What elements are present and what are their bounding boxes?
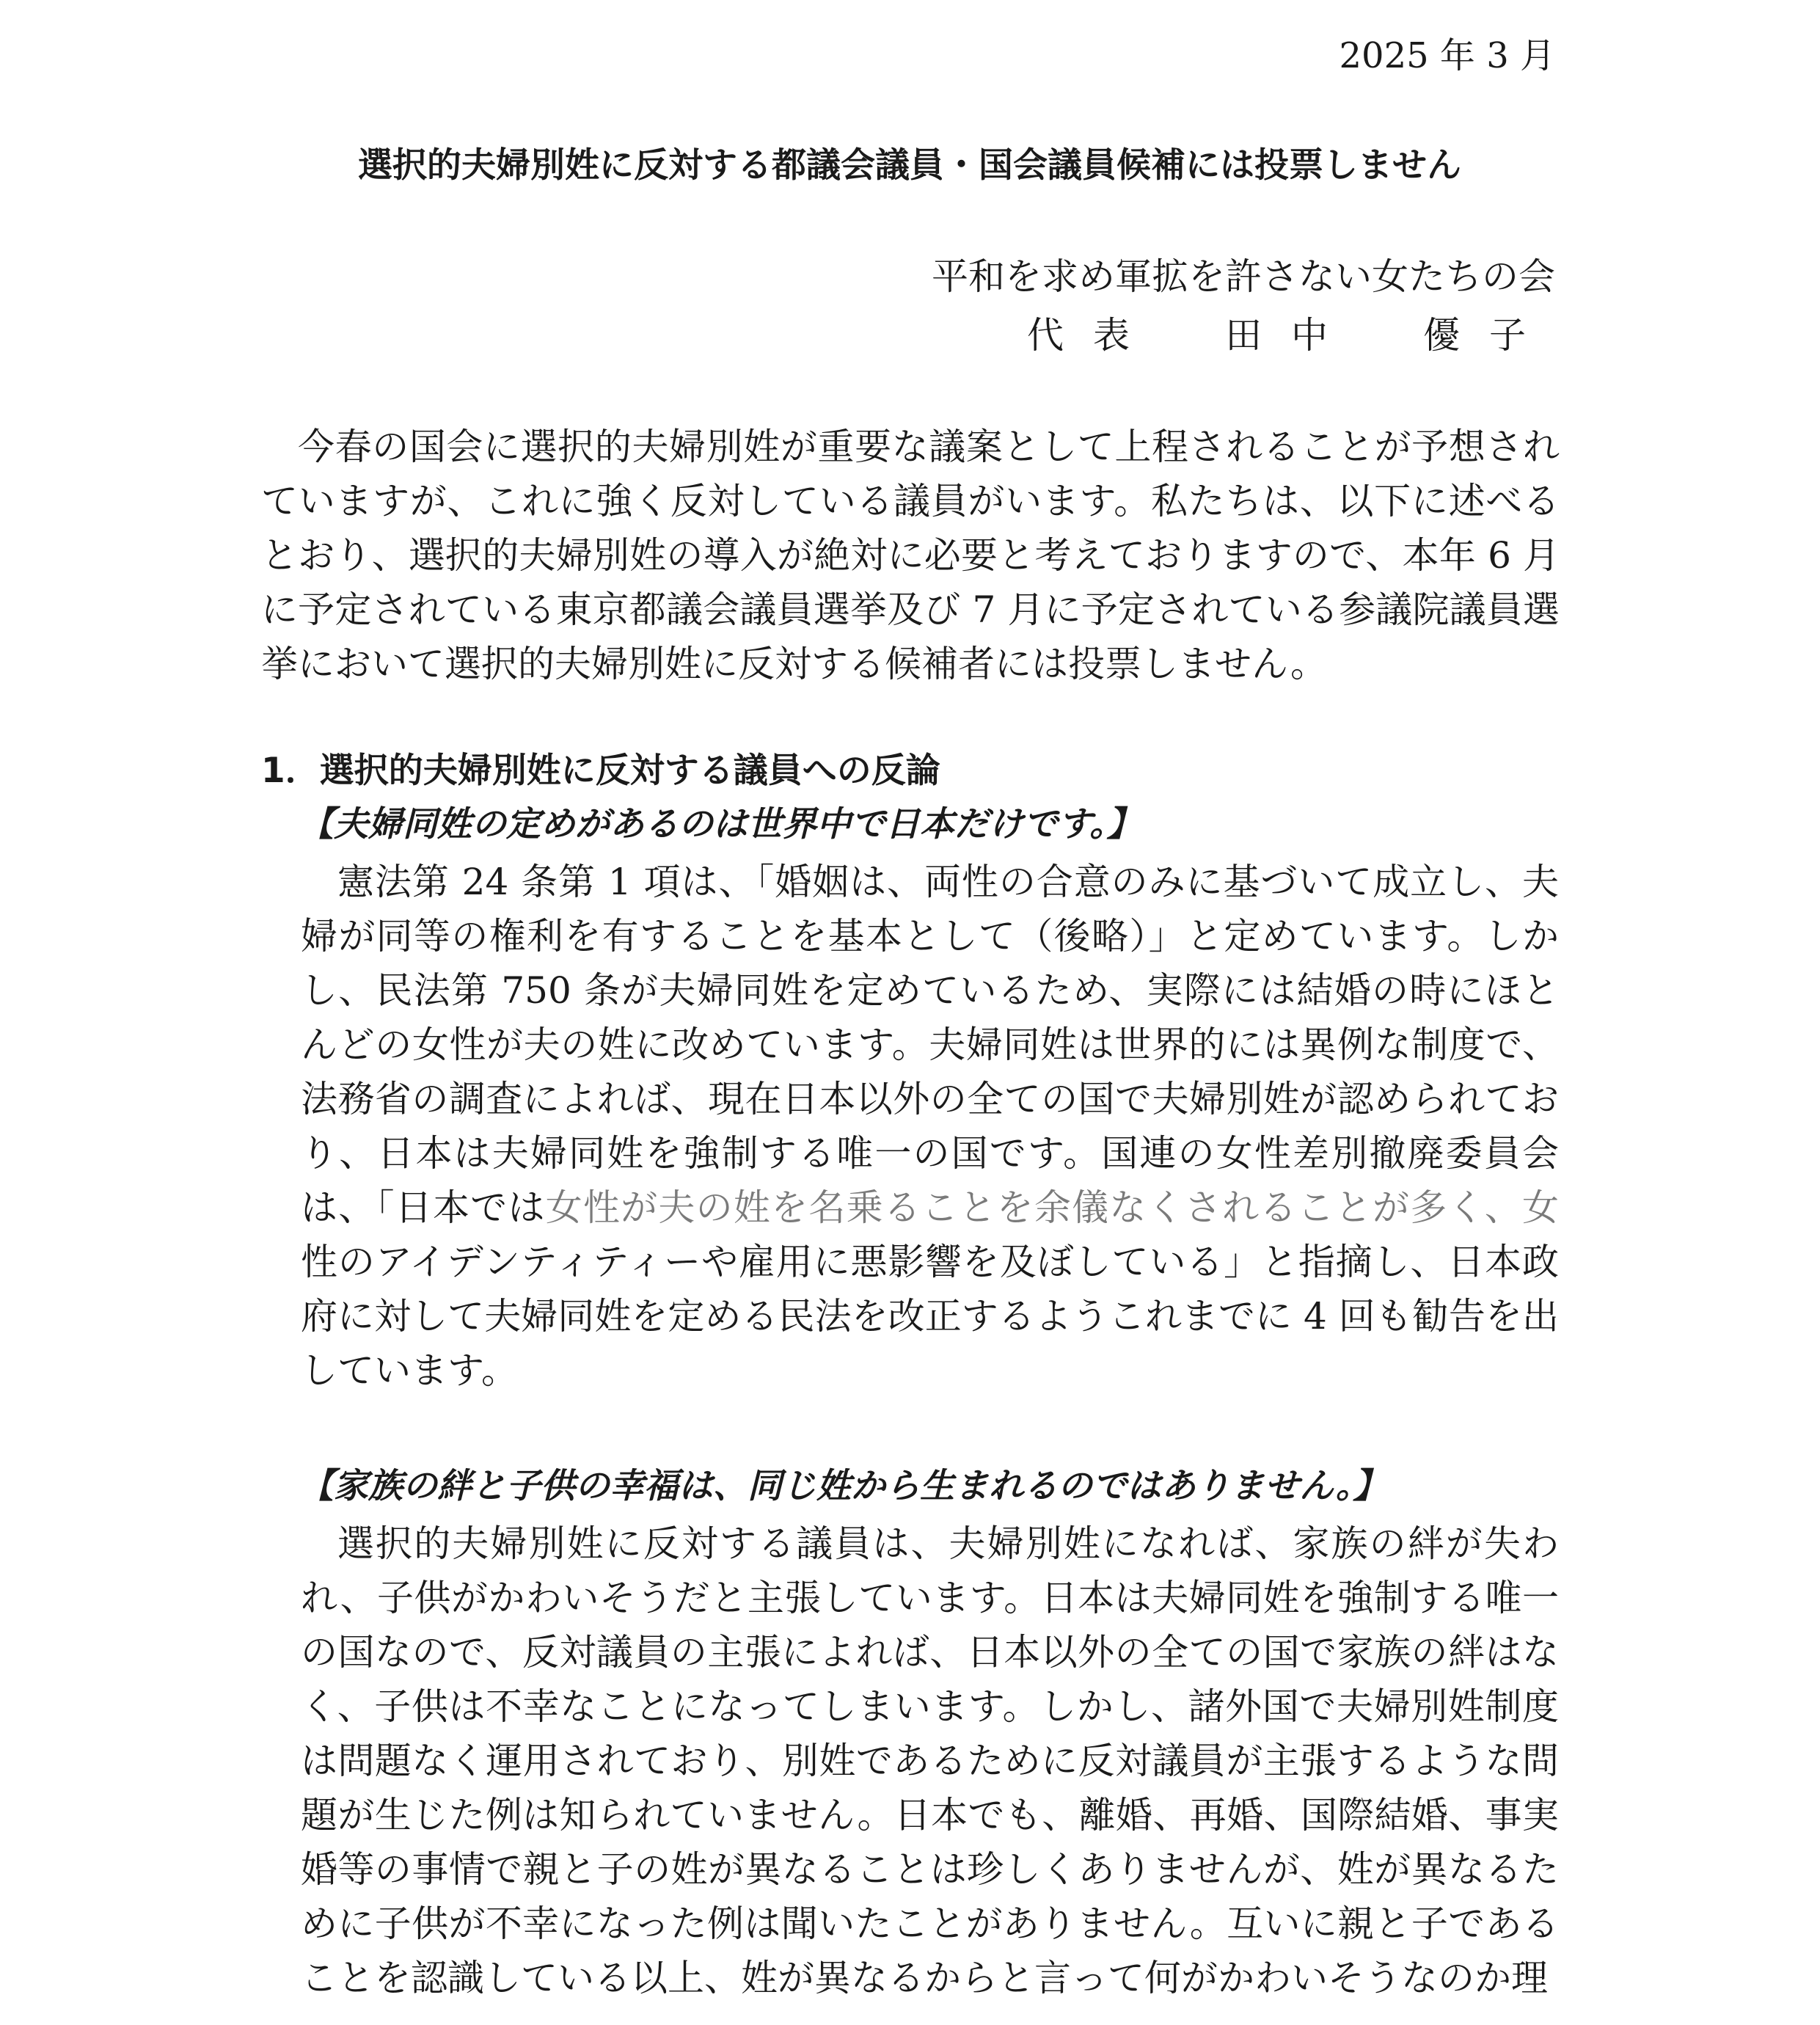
subsection-1-text-a: 憲法第 24 条第 1 項は、「婚姻は、両性の合意のみに基づいて成立し、夫婦が同等の権利を有することを基本として（後略）」と定めています。しかし、民法第 750 条が夫婦同姓を定めているため、実際には結婚の時にほとんどの女性が夫の姓に改めています。夫婦同姓は世界的には異例な制度で、法務省の調査によれば、現在日本以外の全ての国で夫婦別姓が認められており、日本は夫婦同姓を強制する唯一の国です。国連の女性差別撤廃委員会は、「日本では [301,861,1559,1229]
author-organization: 平和を求め軍拡を許さない女たちの会 [932,255,1555,298]
document-date: 2025 年 3 月 [1339,35,1555,76]
subsection-1-paragraph [301,855,1559,1398]
document-title: 選択的夫婦別姓に反対する都議会議員・国会議員候補には投票しません [358,145,1461,186]
intro-paragraph: 今春の国会に選択的夫婦別姓が重要な議案として上程されることが予想されていますが、これに強く反対している議員がいます。私たちは、以下に述べるとおり、選択的夫婦別姓の導入が絶対に必要と考えておりますので、本年 6 月に予定されている東京都議会議員選挙及び 7 月に予定されている参議院議員選挙において選択的夫婦別姓に反対する候補者には投票しません。 [261,426,1560,685]
author-representative: 代表 田中 優子 [1027,314,1555,357]
subsection-2-heading: 【家族の絆と子供の幸福は、同じ姓から生まれるのではありません。】 [299,1466,1388,1506]
subsection-2-paragraph: 選択的夫婦別姓に反対する議員は、夫婦別姓になれば、家族の絆が失われ、子供がかわいそうだと主張しています。日本は夫婦同姓を強制する唯一の国なので、反対議員の主張によれば、日本以外の全ての国で家族の絆はなく、子供は不幸なことになってしまいます。しかし、諸外国で夫婦別姓制度は問題なく運用されており、別姓であるために反対議員が主張するような問題が生じた例は知られていません。日本でも、離婚、再婚、国際結婚、事実婚等の事情で親と子の姓が異なることは珍しくありませんが、姓が異なるために子供が不幸になった例は聞いたことがありません。互いに親と子であることを認識している以上、姓が異なるからと言って何がかわいそうなのか理 [301,1522,1559,1999]
subsection-1-heading: 【夫婦同姓の定めがあるのは世界中で日本だけです。】 [299,804,1141,844]
section-1-heading: 1．選択的夫婦別姓に反対する議員への反論 [261,751,940,791]
subsection-1-text-c: 性のアイデンティティーや雇用に悪影響を及ぼしている」と指摘し、日本政府に対して夫婦同姓を定める民法を改正するようこれまでに 4 回も勧告を出しています。 [301,1241,1559,1392]
subsection-1-text-highlight: 女性が夫の姓を名乗ることを余儀なくされることが多く、女 [545,1186,1560,1229]
